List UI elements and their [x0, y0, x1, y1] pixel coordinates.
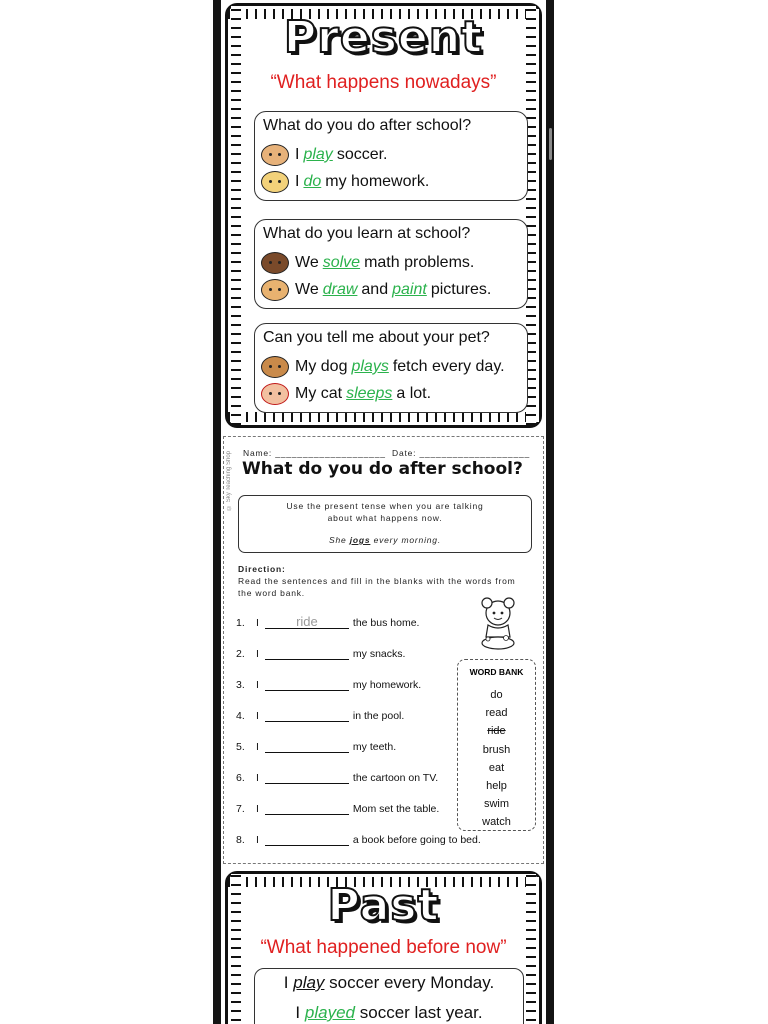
document-page[interactable] — [221, 0, 546, 1024]
present-verb: play — [293, 973, 325, 992]
name-field[interactable]: Name: ____________________ — [243, 448, 386, 458]
present-subtitle: “What happens nowadays” — [270, 72, 497, 93]
exercise-item: 2. I my snacks. — [236, 648, 406, 660]
qa-verb: solve — [322, 254, 361, 271]
qa-line — [261, 171, 429, 193]
answer-blank[interactable] — [265, 648, 349, 660]
poster-bottom-border — [228, 412, 539, 422]
worksheet — [223, 436, 544, 864]
word-bank-title: WORD BANK — [469, 667, 524, 677]
qa-subject: We — [295, 254, 319, 271]
qa-rest: math problems. — [364, 254, 475, 271]
present-poster — [225, 3, 542, 428]
boy-face-icon — [261, 144, 289, 166]
girl-pigtails-face-icon — [261, 252, 289, 274]
qa-subject: I — [295, 146, 300, 163]
girl-red-bow-face-icon — [261, 383, 289, 405]
qa-question: What do you do after school? — [263, 117, 472, 134]
exercise-item: 5. I my teeth. — [236, 741, 397, 753]
answer-blank[interactable]: ride — [265, 617, 349, 629]
qa-box-after-school — [254, 111, 528, 201]
direction-text: Read the sentences and fill in the blanks with the words from — [238, 576, 516, 586]
past-subtitle: “What happened before now” — [260, 937, 507, 958]
direction-text: the word bank. — [238, 588, 305, 598]
qa-rest: my homework. — [325, 173, 430, 190]
past-verb: played — [304, 1003, 355, 1022]
word-bank-word: do — [490, 689, 503, 701]
qa-question: Can you tell me about your pet? — [263, 329, 490, 346]
past-poster — [225, 871, 542, 1024]
word-bank-word: swim — [483, 798, 510, 811]
qa-verb: sleeps — [346, 385, 393, 402]
girl-blonde-face-icon — [261, 279, 289, 301]
qa-subject: I — [295, 173, 300, 190]
qa-line — [261, 356, 505, 378]
word-bank-word: brush — [482, 743, 511, 756]
info-line: about what happens now. — [327, 513, 443, 523]
past-title: Past — [327, 880, 440, 931]
qa-conjunction: and — [361, 281, 389, 298]
scrollbar-thumb[interactable] — [549, 128, 552, 160]
answer-blank[interactable] — [265, 679, 349, 691]
qa-subject: We — [295, 281, 319, 298]
exercise-item: 1. I ride the bus home. — [236, 614, 420, 629]
qa-rest: fetch every day. — [392, 358, 505, 375]
qa-line — [261, 279, 491, 301]
date-field[interactable]: Date: ____________________ — [392, 448, 531, 458]
qa-line — [261, 383, 431, 405]
word-bank — [457, 659, 536, 831]
info-box — [238, 495, 532, 553]
word-bank-word: eat — [488, 761, 505, 774]
word-bank-word: read — [485, 707, 508, 720]
qa-box-pet — [254, 323, 528, 413]
qa-subject: My cat — [295, 385, 343, 402]
word-bank-word: watch — [482, 816, 511, 829]
qa-verb: play — [303, 146, 333, 163]
qa-rest: soccer. — [336, 146, 388, 163]
word-bank-word: help — [486, 780, 507, 793]
girl-glasses-face-icon — [261, 171, 289, 193]
qa-verb: paint — [392, 281, 427, 298]
answer-blank[interactable] — [265, 803, 349, 815]
qa-line — [261, 252, 474, 274]
qa-verb: plays — [351, 358, 389, 375]
girl-washing-illustration — [476, 595, 520, 655]
qa-verb: do — [303, 173, 322, 190]
qa-line — [261, 144, 388, 166]
copyright-text: © Sky Teaching Shop — [226, 451, 232, 510]
answer-blank[interactable] — [265, 741, 349, 753]
exercise-item: 3. I my homework. — [236, 679, 422, 691]
exercise-item: 6. I the cartoon on TV. — [236, 772, 439, 784]
left-dark-margin — [213, 0, 221, 1024]
answer-blank[interactable] — [265, 710, 349, 722]
direction-label: Direction: — [238, 564, 286, 574]
example-sentence: She jogs every morning. — [329, 535, 441, 545]
example-verb: jogs — [349, 535, 371, 545]
past-example-line: I play soccer every Monday. — [283, 973, 495, 992]
qa-rest: pictures. — [430, 281, 492, 298]
qa-question: What do you learn at school? — [263, 225, 471, 242]
answer-blank[interactable] — [265, 772, 349, 784]
dog-face-icon — [261, 356, 289, 378]
past-example-line: I played soccer last year. — [295, 1003, 483, 1022]
qa-verb: draw — [322, 281, 358, 298]
qa-box-learn-at-school — [254, 219, 528, 309]
exercise-item: 8. I a book before going to bed. — [236, 834, 481, 846]
qa-subject: My dog — [295, 358, 348, 375]
exercise-item: 4. I in the pool. — [236, 710, 405, 722]
present-title: Present — [283, 12, 484, 63]
answer-blank[interactable] — [265, 834, 349, 846]
word-bank-word-crossed: ride — [487, 725, 506, 738]
qa-rest: a lot. — [396, 385, 432, 402]
info-line: Use the present tense when you are talking — [286, 501, 484, 511]
past-example-box — [254, 968, 524, 1024]
poster-left-border — [231, 6, 241, 425]
exercise-item: 7. I Mom set the table. — [236, 803, 440, 815]
worksheet-title: What do you do after school? — [242, 459, 523, 479]
